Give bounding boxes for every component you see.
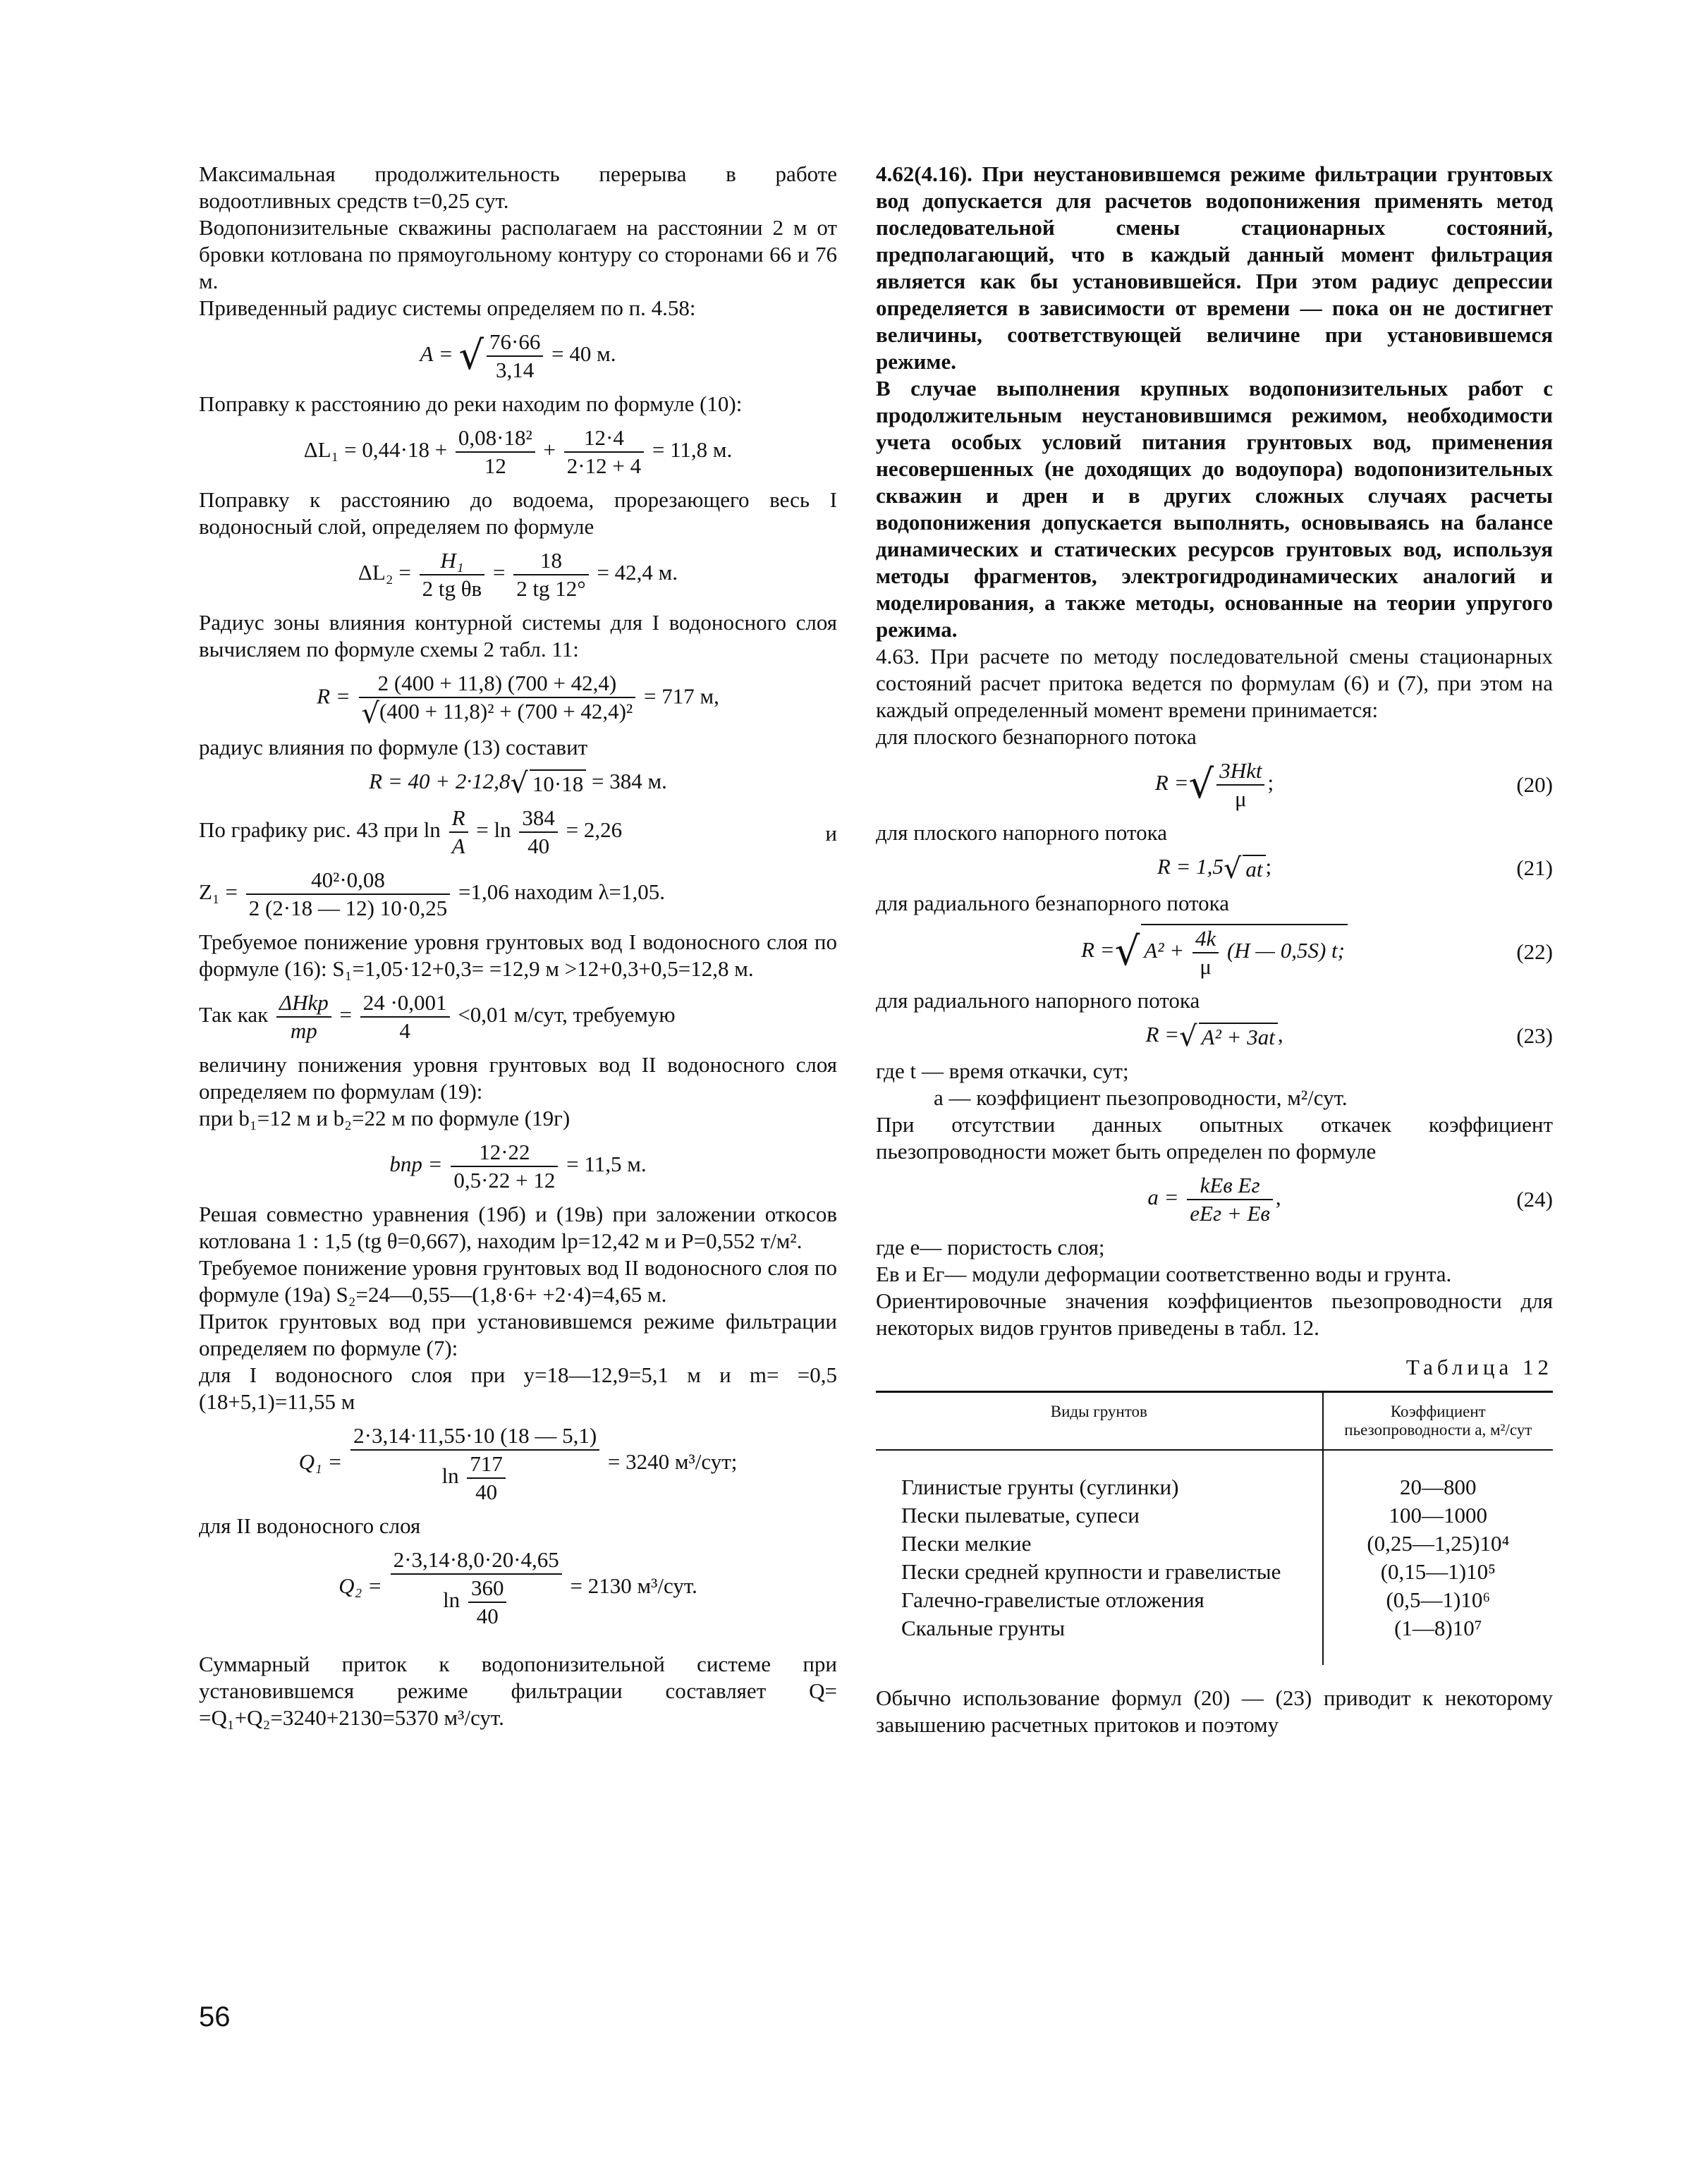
soil-cell: Пески мелкие <box>901 1530 1032 1556</box>
soil-cell: Глинистые грунты (суглинки) <box>901 1474 1179 1499</box>
formula-dl1: ΔL₁ = 0,44·18 + $\frac{\text{0,08·18²}}{12}$ + $\frac{12\cdot 4}{2\cdot 12 + 4}$ = 11,8 м. <box>303 425 733 478</box>
table-row <box>876 1501 1553 1530</box>
where-line: a — коэффициент пьезопроводности, м²/сут. <box>934 1085 1348 1110</box>
formula-q2: Q₂ = 2·3,14·8,0·20·4,65 ln $\frac{360}{40}$ = 2130 м³/сут. <box>338 1547 697 1628</box>
soil-cell: Пески пылеватые, супеси <box>901 1502 1140 1527</box>
paragraph: Поправку к расстоянию до реки находим по формуле (10): <box>199 391 743 416</box>
where-line: где t — время откачки, сут; <box>876 1058 1129 1083</box>
paragraph: Максимальная продолжительность перерыва в работе водоотливных средств t=0,25 сут. <box>199 161 837 213</box>
where-line: Eв и Eг— модули деформации соответственно воды и грунта. <box>876 1261 1452 1286</box>
paragraph: Приток грунтовых вод при установившемся режиме фильтрации определяем по формуле (7): <box>199 1308 837 1360</box>
formula-21: R = 1,5√ at ; (21) <box>1157 852 1553 885</box>
soil-cell: Пески средней крупности и гравелистые <box>901 1559 1281 1584</box>
paragraph: для I водоносного слоя при y=18—12,9=5,1 м и m= =0,5 (18+5,1)=11,55 м <box>199 1362 837 1414</box>
paragraph: Обычно использование формул (20) — (23) приводит к некоторому завышению расчетных притоков и поэтому <box>876 1685 1553 1737</box>
paragraph: при b₁=12 м и b₂=22 м по формуле (19г) <box>199 1105 571 1130</box>
value-cell: 20—800 <box>1323 1473 1553 1501</box>
paragraph: для радиального безнапорного потока <box>876 890 1230 915</box>
table-row <box>876 1530 1553 1558</box>
paragraph: величину понижения уровня грунтовых вод II водоносного слоя определяем по формулам (19): <box>199 1051 837 1104</box>
left-column <box>199 161 837 1731</box>
formula-q1: Q₁ = 2·3,14·11,55·10 (18 — 5,1) ln $\frac{717}{40}$ = 3240 м³/сут; <box>298 1422 738 1504</box>
paragraph: Ориентировочные значения коэффициентов пьезопроводности для некоторых видов грунтов приведены в табл. 12. <box>876 1288 1553 1340</box>
equation-number: (23) <box>1516 1023 1553 1048</box>
table-row <box>876 1586 1553 1614</box>
equation-number: (20) <box>1516 772 1553 797</box>
value-cell: 100—1000 <box>1323 1501 1553 1530</box>
table-row <box>876 1558 1553 1586</box>
paragraph: 4.62(4.16). При неустановившемся режиме фильтрации грунтовых вод допускается для расчетов водопонижения применять метод последовательной смены стационарных состояний, предполагающий, что в каждый данный момент фильтрация является как бы установившейся. При этом радиус депрессии определяется в зависимости от времени — пока он не достигнет величины, соответствующей величине при установившемся режиме. <box>876 161 1553 374</box>
paragraph: Требуемое понижение уровня грунтовых вод II водоносного слоя по формуле (19а) S₂=24—0,55—(1,8·6+ +2·4)=4,65 м. <box>199 1255 837 1307</box>
right-column <box>876 161 1553 1738</box>
equation-number: (22) <box>1516 939 1553 964</box>
paragraph: Поправку к расстоянию до водоема, прорезающего весь I водоносный слой, определяем по формуле <box>199 487 837 539</box>
equation-number: (21) <box>1516 855 1553 880</box>
table-header: Коэффициент пьезопроводности a, м²/сут <box>1323 1391 1553 1450</box>
soil-table <box>876 1391 1553 1665</box>
formula-24: a = $\frac{\text{kEв Eг}}{\text{eEг + Eв}}$ , (24) <box>1147 1172 1553 1226</box>
formula-r1: R = $\frac{2 (400 + 11,8) (700 + 42,4)}{\text{√(400 + 11,8)² + (700 + 42,4)²}}$ = 717 м, <box>317 671 719 730</box>
formula-20: R =√ $\frac{\text{3Hkt}}{\mu}$ ; (20) <box>1154 758 1553 811</box>
formula-a: A = √ $\frac{76\cdot 66}{3,14}$ = 40 м. <box>420 329 616 382</box>
paragraph: для плоского напорного потока <box>876 820 1168 845</box>
table-row <box>876 1473 1553 1501</box>
formula-23: R =√ A² + 3at , (23) <box>1145 1020 1553 1053</box>
soil-cell: Галечно-гравелистые отложения <box>901 1587 1204 1612</box>
formula-22: R =√ A² + $\frac{4k}{\mu}$ (H — 0,5S) t; (22) <box>876 924 1553 980</box>
paragraph: для II водоносного слоя <box>199 1513 421 1538</box>
formula-r2: R = 40 + 2·12,8√ 10·18 = 384 м. <box>369 767 667 800</box>
paragraph: Радиус зоны влияния контурной системы для I водоносного слоя вычисляем по формуле схемы 2 табл. 11: <box>199 610 837 661</box>
formula-bpr: bпр = $\frac{12\cdot 22}{0,5\cdot 22 + 12}$ = 11,5 м. <box>389 1139 647 1193</box>
paragraph: Требуемое понижение уровня грунтовых вод I водоносного слоя по формуле (16): S₁=1,05·12+0,3= =12,9 м >12+0,3+0,5=12,8 м. <box>199 929 837 981</box>
value-cell: (0,15—1)10⁵ <box>1323 1558 1553 1586</box>
paragraph: радиус влияния по формуле (13) составит <box>199 734 588 760</box>
formula-z1: Z₁ = $\frac{\text{40²·0,08}}{2 (2\cdot 18 — 12) 10\cdot 0,25}$ =1,06 находим λ=1,05. <box>199 867 666 920</box>
table-row <box>876 1614 1553 1642</box>
value-cell: (1—8)10⁷ <box>1323 1614 1553 1642</box>
value-cell: (0,5—1)10⁶ <box>1323 1586 1553 1614</box>
paragraph: Водопонизительные скважины располагаем на расстоянии 2 м от бровки котлована по прямоугольному контуру со сторонами 66 и 76 м. <box>199 215 837 293</box>
paragraph: Суммарный приток к водопонизительной системе при установившемся режиме фильтрации составляет Q= =Q₁+Q₂=3240+2130=5370 м³/сут. <box>199 1651 837 1730</box>
paragraph: для плоского безнапорного потока <box>876 724 1197 749</box>
soil-cell: Скальные грунты <box>901 1615 1066 1640</box>
paragraph: 4.63. При расчете по методу последовательной смены стационарных состояний расчет притока ведется по формулам (6) и (7), при этом на каждый определенный момент времени принимается: <box>876 644 1553 722</box>
formula-ln: По графику рис. 43 при ln $\frac{R}{A}$ = ln $\frac{384}{40}$ = 2,26 и <box>199 805 837 858</box>
table-header: Виды грунтов <box>876 1391 1323 1450</box>
table-caption: Таблица 12 <box>1405 1354 1553 1379</box>
formula-dl2: ΔL₂ = $\frac{\text{H₁}}{\text{2 tg θв}}$ = $\frac{18}{2 tg 12^\circ}$ = 42,4 м. <box>358 548 678 601</box>
paragraph: Приведенный радиус системы определяем по п. 4.58: <box>199 295 696 320</box>
where-line: где e— пористость слоя; <box>876 1234 1105 1260</box>
paragraph: для радиального напорного потока <box>876 987 1200 1013</box>
value-cell: (0,25—1,25)10⁴ <box>1323 1530 1553 1558</box>
page-number: 56 <box>199 2001 231 2032</box>
formula-check: Так как $\frac{\text{ΔHkр}}{mр}$ = $\frac{24 \cdot 0,001}{4}$ <0,01 м/сут, требуемую <box>199 989 676 1043</box>
paragraph: В случае выполнения крупных водопонизительных работ с продолжительным неустановившимся режимом, необходимости учета особых условий питания грунтовых вод, применения несовершенных (не доходящих до водоупора) водопонизительных скважин и дрен и в других сложных случаях расчеты водопонижения допускается выполнять, основываясь на балансе динамических и статических ресурсов грунтовых вод, используя методы фрагментов, электрогидродинамических аналогий и моделирования, а также методы, основанные на теории упругого режима. <box>876 376 1553 642</box>
paragraph: При отсутствии данных опытных откачек коэффициент пьезопроводности может быть определен по формуле <box>876 1111 1553 1164</box>
paragraph: Решая совместно уравнения (19б) и (19в) при заложении откосов котлована 1 : 1,5 (tg θ=0,667), находим lр=12,42 м и P=0,552 т/м². <box>199 1201 837 1253</box>
equation-number: (24) <box>1516 1186 1553 1212</box>
